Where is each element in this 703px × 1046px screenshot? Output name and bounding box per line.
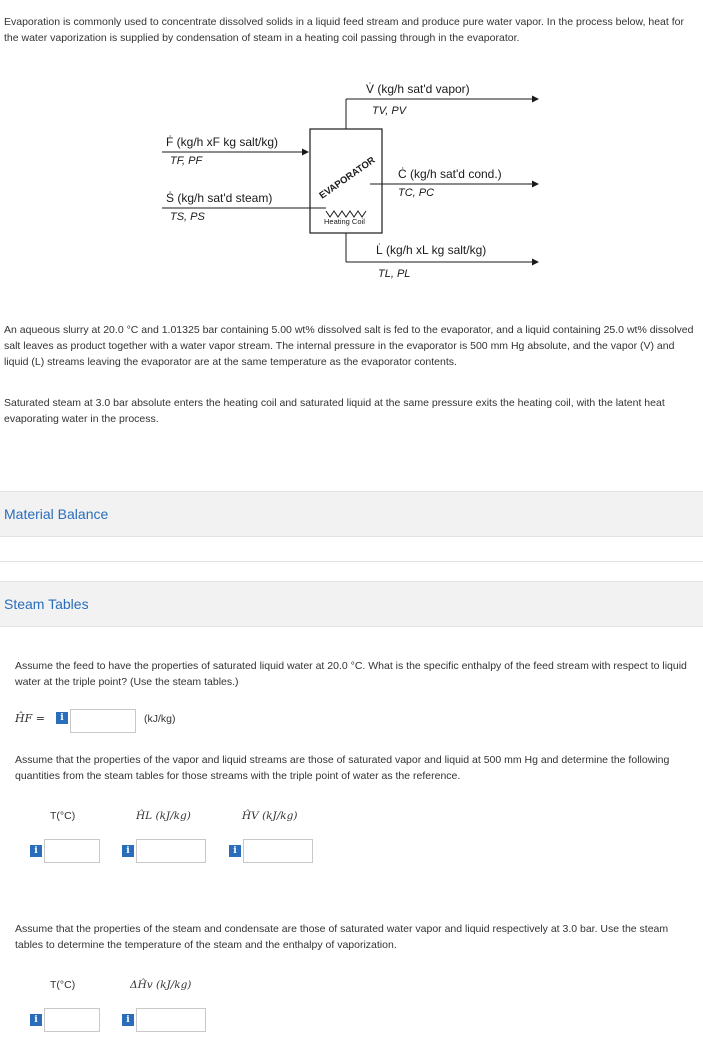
info-icon[interactable]: i bbox=[122, 845, 134, 857]
problem-paragraph-1: An aqueous slurry at 20.0 °C and 1.01325 bar containing 5.00 wt% dissolved salt is fed to the evaporator, and a liquid containing 25.0 wt% dissolved salt leaves as product together with a water vapor stream. The internal pressure in the evaporator is 500 mm Hg absolute, and the vapor (V) and liquid (L) streams leaving the evaporator are at the same temperature as the evaporator contents. bbox=[4, 324, 694, 368]
question-vapor-liquid: Assume that the properties of the vapor and liquid streams are those of saturated vapor and liquid at 500 mm Hg and determine the following quantities from the steam tables for those streams with the triple point of water as the reference. bbox=[15, 754, 670, 782]
col-header-vapor-enthalpy: ĤV (kJ/kg) bbox=[242, 810, 298, 822]
liquid-sub: TL, PL bbox=[378, 268, 411, 280]
steam-tables-section[interactable] bbox=[0, 581, 703, 627]
feed-sub: TF, PF bbox=[170, 155, 203, 167]
feed-enthalpy-unit: (kJ/kg) bbox=[144, 713, 176, 725]
info-icon[interactable]: i bbox=[229, 845, 241, 857]
steam-sub: TS, PS bbox=[170, 211, 205, 223]
question-feed-enthalpy: Assume the feed to have the properties of saturated liquid water at 20.0 °C. What is the specific enthalpy of the feed stream with respect to liquid water at the triple point? (Use the steam tables.) bbox=[15, 660, 687, 688]
info-icon[interactable]: i bbox=[122, 1014, 134, 1026]
vapor-label: V̇ (kg/h sat'd vapor) bbox=[366, 82, 470, 96]
problem-intro: Evaporation is commonly used to concentrate dissolved solids in a liquid feed stream and produce pure water vapor. In the process below, heat for the water vaporization is supplied by condensation of steam in a heating coil passing through in the evaporator. bbox=[4, 16, 684, 44]
condensate-sub: TC, PC bbox=[398, 187, 435, 199]
condensate-label: Ċ (kg/h sat'd cond.) bbox=[398, 167, 502, 181]
vapor-enthalpy-input[interactable] bbox=[243, 839, 313, 863]
liquid-enthalpy-input[interactable] bbox=[136, 839, 206, 863]
problem-paragraph-2: Saturated steam at 3.0 bar absolute enters the heating coil and saturated liquid at the same pressure exits the heating coil, with the latent heat evaporating water in the process. bbox=[4, 397, 665, 425]
col-header-vaporization-enthalpy: ΔĤv (kJ/kg) bbox=[130, 979, 192, 991]
steam-temperature-input[interactable] bbox=[44, 1008, 100, 1032]
vaporization-enthalpy-input[interactable] bbox=[136, 1008, 206, 1032]
vapor-sub: TV, PV bbox=[372, 105, 407, 117]
col-header-temperature: T(°C) bbox=[50, 810, 76, 822]
info-icon[interactable]: i bbox=[30, 845, 42, 857]
steam-label: Ṡ (kg/h sat'd steam) bbox=[166, 191, 273, 205]
material-balance-section[interactable] bbox=[0, 491, 703, 537]
material-balance-title[interactable]: Material Balance bbox=[4, 506, 109, 522]
feed-enthalpy-label: ĤF = bbox=[15, 712, 45, 725]
info-icon[interactable]: i bbox=[56, 712, 68, 724]
vapor-temperature-input[interactable] bbox=[44, 839, 100, 863]
feed-enthalpy-input[interactable] bbox=[70, 709, 136, 733]
steam-tables-title[interactable]: Steam Tables bbox=[4, 596, 89, 612]
evaporator-label: EVAPORATOR bbox=[317, 154, 378, 202]
section-divider bbox=[0, 561, 703, 562]
evaporator-diagram bbox=[140, 74, 550, 284]
col-header-steam-temperature: T(°C) bbox=[50, 979, 76, 991]
question-steam-condensate: Assume that the properties of the steam and condensate are those of saturated water vapor and liquid respectively at 3.0 bar. Use the steam tables to determine the temperature of the steam and the enthalpy of vaporization. bbox=[15, 923, 669, 951]
info-icon[interactable]: i bbox=[30, 1014, 42, 1026]
heating-coil-label: Heating Coil bbox=[324, 217, 365, 226]
feed-label: Ḟ (kg/h xF kg salt/kg) bbox=[166, 135, 279, 149]
col-header-liquid-enthalpy: ĤL (kJ/kg) bbox=[136, 810, 191, 822]
liquid-label: L̇ (kg/h xL kg salt/kg) bbox=[376, 243, 487, 257]
